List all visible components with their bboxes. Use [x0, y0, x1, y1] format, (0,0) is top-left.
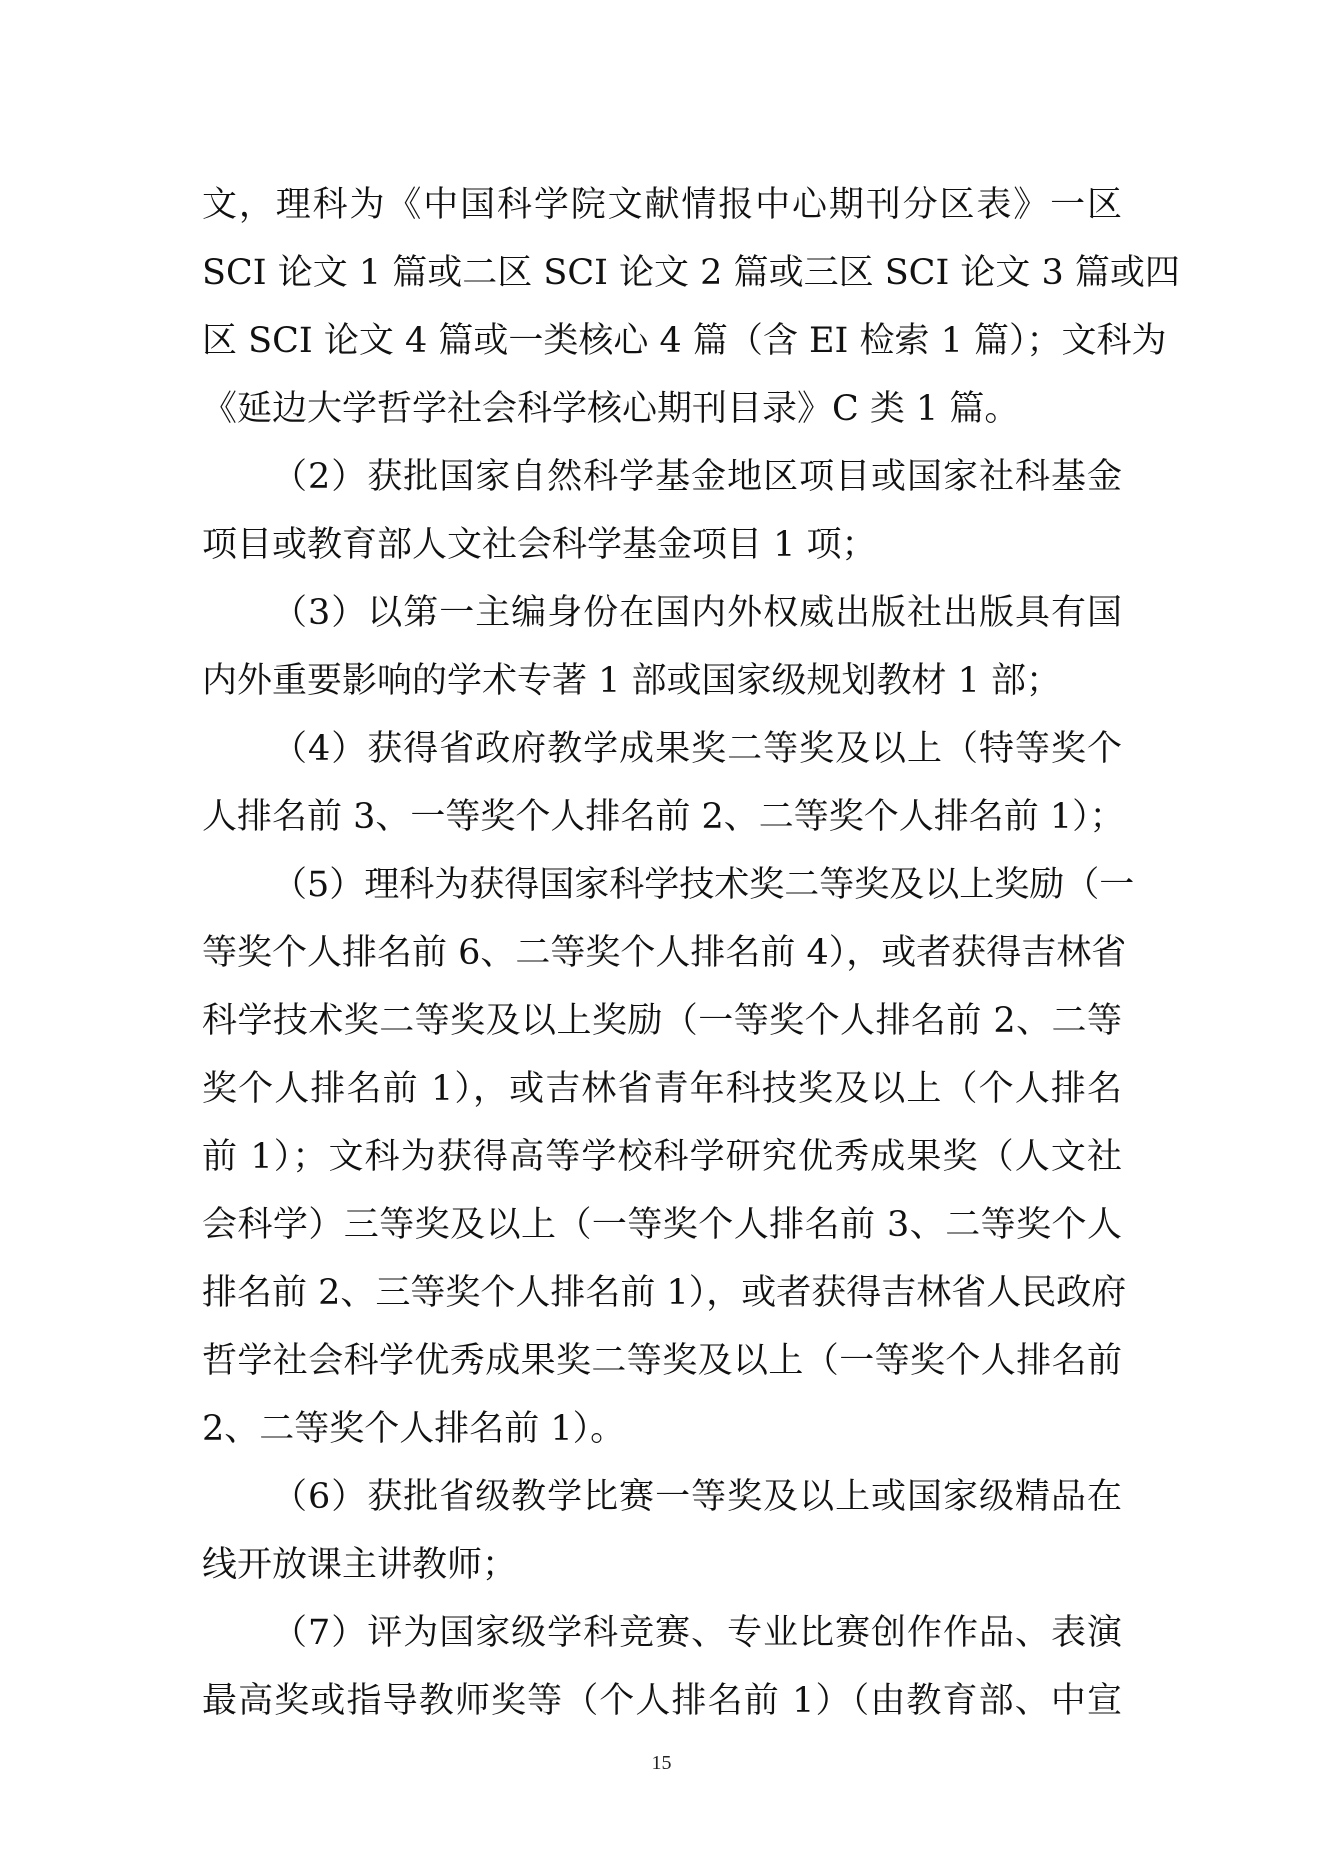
text-line: 最高奖或指导教师奖等（个人排名前 1）（由教育部、中宣	[202, 1681, 1122, 1721]
text-line: 人排名前 3、一等奖个人排名前 2、二等奖个人排名前 1）；	[202, 797, 1125, 837]
text-line: （4）获得省政府教学成果奖二等奖及以上（特等奖个	[272, 729, 1122, 769]
text-line: （6）获批省级教学比赛一等奖及以上或国家级精品在	[272, 1477, 1122, 1517]
text-line: 区 SCI 论文 4 篇或一类核心 4 篇（含 EI 检索 1 篇）；文科为	[202, 321, 1167, 361]
text-line: 科学技术奖二等奖及以上奖励（一等奖个人排名前 2、二等	[202, 1001, 1122, 1041]
text-line: （2）获批国家自然科学基金地区项目或国家社科基金	[272, 457, 1122, 497]
text-line: （5）理科为获得国家科学技术奖二等奖及以上奖励（一	[272, 865, 1135, 905]
text-line: 等奖个人排名前 6、二等奖个人排名前 4），或者获得吉林省	[202, 933, 1127, 973]
text-line: 《延边大学哲学社会科学核心期刊目录》C 类 1 篇。	[202, 389, 1020, 429]
body-text	[202, 171, 1180, 1735]
text-line: （7）评为国家级学科竞赛、专业比赛创作作品、表演	[272, 1613, 1122, 1653]
text-line: 奖个人排名前 1），或吉林省青年科技奖及以上（个人排名	[202, 1069, 1122, 1109]
text-line: 内外重要影响的学术专著 1 部或国家级规划教材 1 部；	[202, 661, 1062, 701]
text-line: 线开放课主讲教师；	[202, 1545, 518, 1585]
text-line: 排名前 2、三等奖个人排名前 1），或者获得吉林省人民政府	[202, 1273, 1127, 1313]
text-line: 文，理科为《中国科学院文献情报中心期刊分区表》一区	[202, 185, 1122, 225]
text-line: 项目或教育部人文社会科学基金项目 1 项；	[202, 525, 877, 565]
text-line: SCI 论文 1 篇或二区 SCI 论文 2 篇或三区 SCI 论文 3 篇或四	[202, 253, 1180, 293]
text-line: 2、二等奖个人排名前 1）。	[202, 1409, 626, 1449]
page-number: 15	[651, 1752, 672, 1774]
text-line: 会科学）三等奖及以上（一等奖个人排名前 3、二等奖个人	[202, 1205, 1122, 1245]
text-line: 哲学社会科学优秀成果奖二等奖及以上（一等奖个人排名前	[202, 1341, 1122, 1381]
text-line: 前 1）；文科为获得高等学校科学研究优秀成果奖（人文社	[202, 1137, 1122, 1177]
text-line: （3）以第一主编身份在国内外权威出版社出版具有国	[272, 593, 1122, 633]
